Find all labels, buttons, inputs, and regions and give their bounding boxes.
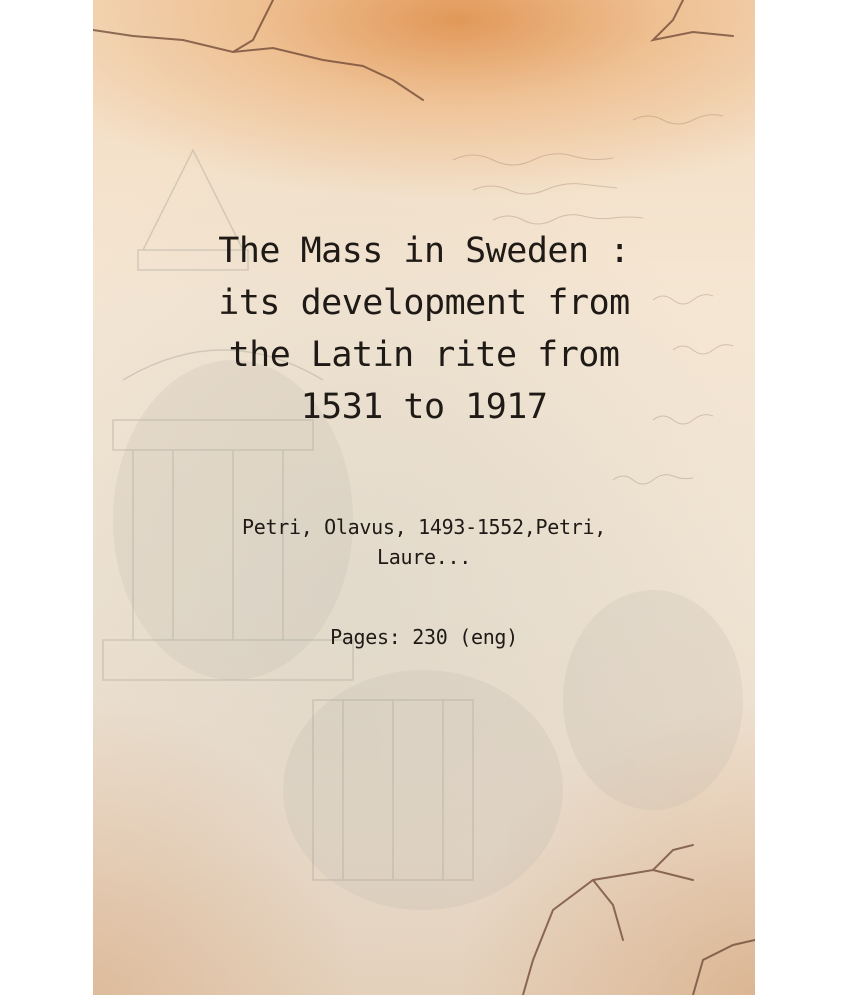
title-line: its development from [218, 283, 630, 323]
title-line: the Latin rite from [228, 335, 620, 375]
book-cover [93, 0, 755, 995]
title-line: The Mass in Sweden : [218, 231, 630, 271]
book-title [93, 225, 755, 433]
cover-background-illustration [93, 0, 755, 995]
book-author [93, 512, 755, 572]
author-line: Petri, Olavus, 1493-1552,Petri, [242, 515, 606, 539]
page-count: Pages: 230 (eng) [330, 625, 518, 649]
title-line: 1531 to 1917 [300, 387, 548, 427]
author-line: Laure... [377, 545, 471, 569]
